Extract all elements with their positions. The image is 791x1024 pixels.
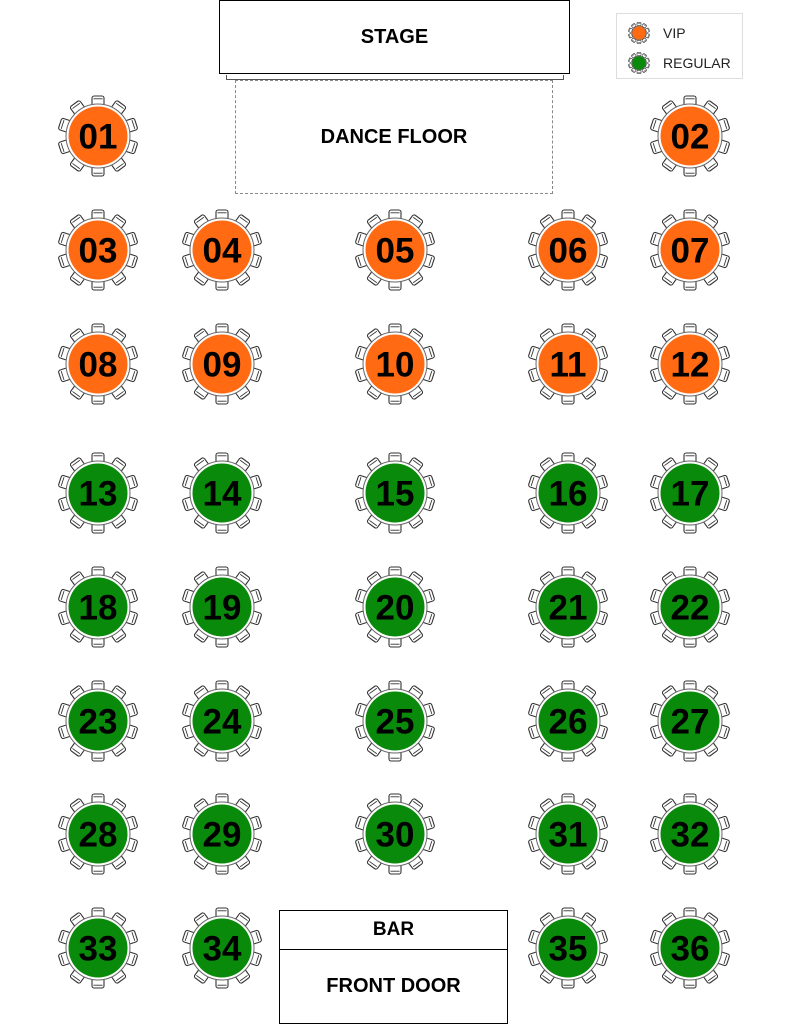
table-number: 36 bbox=[670, 929, 710, 969]
table-09[interactable] bbox=[182, 324, 262, 404]
table-number: 02 bbox=[670, 117, 710, 157]
vip-table-icon bbox=[627, 21, 651, 45]
table-number: 20 bbox=[375, 588, 415, 628]
bar-area bbox=[279, 910, 508, 1024]
chair-icon bbox=[637, 22, 641, 25]
table-13[interactable] bbox=[58, 453, 138, 533]
table-01[interactable] bbox=[58, 96, 138, 176]
table-29[interactable] bbox=[182, 794, 262, 874]
table-17[interactable] bbox=[650, 453, 730, 533]
table-number: 29 bbox=[202, 815, 242, 855]
table-02[interactable] bbox=[650, 96, 730, 176]
table-06[interactable] bbox=[528, 210, 608, 290]
table-21[interactable] bbox=[528, 567, 608, 647]
table-number: 30 bbox=[375, 815, 415, 855]
table-15[interactable] bbox=[355, 453, 435, 533]
table-number: 13 bbox=[78, 474, 118, 514]
table-19[interactable] bbox=[182, 567, 262, 647]
dance-floor-label: DANCE FLOOR bbox=[320, 125, 468, 148]
table-number: 03 bbox=[78, 231, 118, 271]
legend bbox=[616, 13, 743, 79]
chair-icon bbox=[637, 40, 641, 43]
table-number: 07 bbox=[670, 231, 710, 271]
table-30[interactable] bbox=[355, 794, 435, 874]
legend-label-vip: VIP bbox=[663, 25, 686, 41]
table-number: 27 bbox=[670, 702, 710, 742]
table-05[interactable] bbox=[355, 210, 435, 290]
table-03[interactable] bbox=[58, 210, 138, 290]
table-26[interactable] bbox=[528, 681, 608, 761]
table-number: 24 bbox=[202, 702, 242, 742]
stage bbox=[219, 0, 570, 74]
table-number: 04 bbox=[202, 231, 242, 271]
chair-icon bbox=[637, 70, 641, 73]
table-number: 12 bbox=[670, 345, 710, 385]
table-number: 22 bbox=[670, 588, 710, 628]
table-24[interactable] bbox=[182, 681, 262, 761]
table-31[interactable] bbox=[528, 794, 608, 874]
table-number: 21 bbox=[548, 588, 588, 628]
table-14[interactable] bbox=[182, 453, 262, 533]
table-number: 23 bbox=[78, 702, 118, 742]
table-04[interactable] bbox=[182, 210, 262, 290]
table-number: 15 bbox=[375, 474, 415, 514]
table-number: 18 bbox=[78, 588, 118, 628]
table-36[interactable] bbox=[650, 908, 730, 988]
table-number: 33 bbox=[78, 929, 118, 969]
table-number: 28 bbox=[78, 815, 118, 855]
table-number: 25 bbox=[375, 702, 415, 742]
table-number: 17 bbox=[670, 474, 710, 514]
table-22[interactable] bbox=[650, 567, 730, 647]
table-20[interactable] bbox=[355, 567, 435, 647]
table-28[interactable] bbox=[58, 794, 138, 874]
table-number: 34 bbox=[202, 929, 242, 969]
table-16[interactable] bbox=[528, 453, 608, 533]
table-number: 11 bbox=[549, 345, 587, 385]
table-35[interactable] bbox=[528, 908, 608, 988]
stage-label: STAGE bbox=[360, 25, 429, 48]
table-number: 35 bbox=[548, 929, 588, 969]
table-32[interactable] bbox=[650, 794, 730, 874]
chair-icon bbox=[637, 52, 641, 55]
table-34[interactable] bbox=[182, 908, 262, 988]
table-18[interactable] bbox=[58, 567, 138, 647]
table-number: 16 bbox=[548, 474, 588, 514]
table-number: 01 bbox=[78, 117, 118, 157]
table-25[interactable] bbox=[355, 681, 435, 761]
table-27[interactable] bbox=[650, 681, 730, 761]
table-number: 31 bbox=[548, 815, 588, 855]
bar-label: BAR bbox=[372, 919, 415, 940]
table-number: 32 bbox=[670, 815, 710, 855]
front-door-label: FRONT DOOR bbox=[326, 975, 461, 997]
table-33[interactable] bbox=[58, 908, 138, 988]
table-08[interactable] bbox=[58, 324, 138, 404]
legend-item-regular bbox=[627, 51, 731, 75]
table-number: 08 bbox=[78, 345, 118, 385]
regular-table-icon bbox=[627, 51, 651, 75]
table-number: 26 bbox=[548, 702, 588, 742]
table-number: 19 bbox=[202, 588, 242, 628]
table-11[interactable] bbox=[528, 324, 608, 404]
legend-label-regular: REGULAR bbox=[663, 55, 731, 71]
table-07[interactable] bbox=[650, 210, 730, 290]
table-number: 06 bbox=[548, 231, 588, 271]
dance-floor bbox=[235, 80, 553, 194]
front-door bbox=[280, 950, 507, 1023]
table-23[interactable] bbox=[58, 681, 138, 761]
legend-item-vip bbox=[627, 21, 686, 45]
table-number: 14 bbox=[202, 474, 242, 514]
table-number: 10 bbox=[375, 345, 415, 385]
table-number: 09 bbox=[202, 345, 242, 385]
bar bbox=[280, 911, 507, 950]
table-12[interactable] bbox=[650, 324, 730, 404]
table-number: 05 bbox=[375, 231, 415, 271]
table-10[interactable] bbox=[355, 324, 435, 404]
